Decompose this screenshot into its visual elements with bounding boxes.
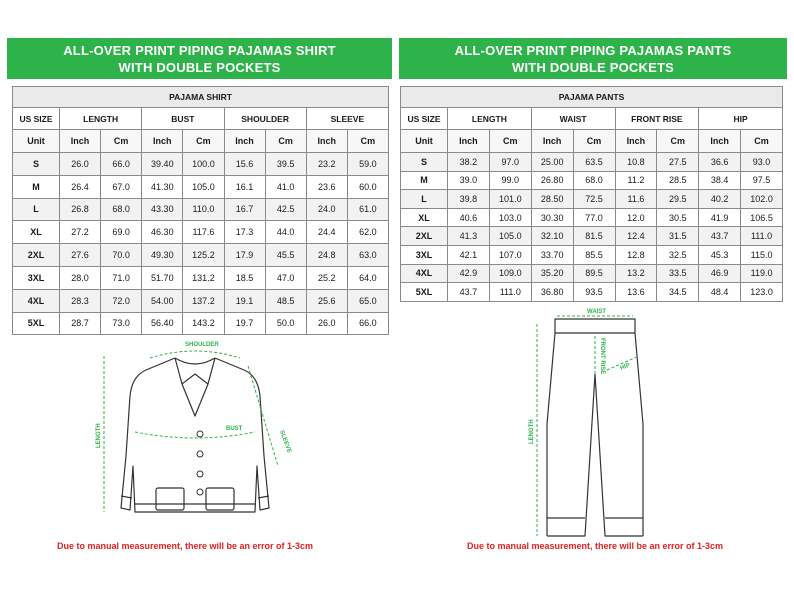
value-cell: 32.5	[657, 245, 699, 264]
value-cell: 131.2	[183, 266, 224, 289]
size-cell: M	[401, 171, 448, 190]
length-label: LENGTH	[96, 423, 102, 448]
shirt-unit-row	[13, 130, 389, 153]
value-cell: 100.0	[183, 153, 224, 176]
value-cell: 93.5	[573, 283, 615, 302]
shirt-diagram	[80, 336, 320, 536]
value-cell: 41.3	[448, 227, 490, 246]
value-cell: 23.6	[306, 175, 347, 198]
value-cell: 67.0	[101, 175, 142, 198]
value-cell: 64.0	[347, 266, 388, 289]
value-cell: 66.0	[347, 312, 388, 335]
value-cell: 17.3	[224, 221, 265, 244]
value-cell: 69.0	[101, 221, 142, 244]
value-cell: 43.7	[699, 227, 741, 246]
shirt-unit-label: Unit	[13, 130, 60, 153]
value-cell: 68.0	[101, 198, 142, 221]
value-cell: 16.1	[224, 175, 265, 198]
value-cell: 23.2	[306, 153, 347, 176]
shirt-banner-line2: WITH DOUBLE POCKETS	[118, 59, 281, 75]
shirt-header-shoulder: SHOULDER	[224, 108, 306, 130]
value-cell: 77.0	[573, 208, 615, 227]
value-cell: 18.5	[224, 266, 265, 289]
value-cell: 12.8	[615, 245, 657, 264]
size-cell: 2XL	[401, 227, 448, 246]
shirt-pocket-right	[206, 488, 234, 510]
bust-label: BUST	[226, 426, 243, 432]
value-cell: 60.0	[347, 175, 388, 198]
value-cell: 65.0	[347, 289, 388, 312]
shirt-header-sleeve: SLEEVE	[306, 108, 388, 130]
value-cell: 36.80	[531, 283, 573, 302]
unit-cell: Cm	[573, 130, 615, 153]
size-cell: L	[13, 198, 60, 221]
size-cell: M	[13, 175, 60, 198]
value-cell: 106.5	[741, 208, 783, 227]
unit-cell: Inch	[531, 130, 573, 153]
value-cell: 68.0	[573, 171, 615, 190]
pants-table-body	[401, 153, 783, 302]
shirt-header-bust: BUST	[142, 108, 224, 130]
size-cell: L	[401, 190, 448, 209]
shoulder-label: SHOULDER	[185, 342, 219, 348]
shirt-table-title: PAJAMA SHIRT	[13, 87, 389, 108]
size-cell: 5XL	[13, 312, 60, 335]
value-cell: 50.0	[265, 312, 306, 335]
table-row	[401, 264, 783, 283]
value-cell: 105.0	[489, 227, 531, 246]
value-cell: 137.2	[183, 289, 224, 312]
value-cell: 143.2	[183, 312, 224, 335]
value-cell: 56.40	[142, 312, 183, 335]
value-cell: 26.80	[531, 171, 573, 190]
value-cell: 85.5	[573, 245, 615, 264]
value-cell: 25.00	[531, 153, 573, 172]
size-cell: S	[13, 153, 60, 176]
unit-cell: Cm	[741, 130, 783, 153]
shirt-banner-line1: ALL-OVER PRINT PIPING PAJAMAS SHIRT	[63, 42, 336, 58]
table-row	[13, 266, 389, 289]
value-cell: 44.0	[265, 221, 306, 244]
value-cell: 73.0	[101, 312, 142, 335]
pants-waistband	[555, 319, 635, 333]
value-cell: 123.0	[741, 283, 783, 302]
hip-label: HIP	[619, 362, 632, 372]
value-cell: 39.40	[142, 153, 183, 176]
value-cell: 38.2	[448, 153, 490, 172]
table-row	[401, 245, 783, 264]
value-cell: 119.0	[741, 264, 783, 283]
value-cell: 103.0	[489, 208, 531, 227]
value-cell: 111.0	[741, 227, 783, 246]
value-cell: 72.5	[573, 190, 615, 209]
value-cell: 61.0	[347, 198, 388, 221]
shirt-size-table	[12, 86, 389, 335]
value-cell: 24.4	[306, 221, 347, 244]
value-cell: 29.5	[657, 190, 699, 209]
value-cell: 99.0	[489, 171, 531, 190]
unit-cell: Inch	[699, 130, 741, 153]
value-cell: 54.00	[142, 289, 183, 312]
value-cell: 111.0	[489, 283, 531, 302]
value-cell: 46.30	[142, 221, 183, 244]
sleeve-guide	[248, 366, 278, 466]
front-rise-label: FRONT RISE	[599, 338, 605, 375]
pants-header-hip: HIP	[699, 108, 783, 130]
value-cell: 42.5	[265, 198, 306, 221]
value-cell: 41.30	[142, 175, 183, 198]
value-cell: 40.6	[448, 208, 490, 227]
value-cell: 33.70	[531, 245, 573, 264]
value-cell: 72.0	[101, 289, 142, 312]
value-cell: 16.7	[224, 198, 265, 221]
unit-cell: Cm	[101, 130, 142, 153]
value-cell: 26.0	[60, 153, 101, 176]
table-row	[13, 198, 389, 221]
value-cell: 46.9	[699, 264, 741, 283]
value-cell: 66.0	[101, 153, 142, 176]
size-cell: XL	[401, 208, 448, 227]
value-cell: 35.20	[531, 264, 573, 283]
value-cell: 33.5	[657, 264, 699, 283]
value-cell: 12.0	[615, 208, 657, 227]
value-cell: 51.70	[142, 266, 183, 289]
value-cell: 38.4	[699, 171, 741, 190]
table-row	[13, 312, 389, 335]
table-row	[13, 244, 389, 267]
shirt-button	[197, 489, 203, 495]
value-cell: 47.0	[265, 266, 306, 289]
value-cell: 13.2	[615, 264, 657, 283]
value-cell: 115.0	[741, 245, 783, 264]
shirt-banner	[7, 38, 392, 79]
table-row	[401, 190, 783, 209]
value-cell: 17.9	[224, 244, 265, 267]
value-cell: 102.0	[741, 190, 783, 209]
unit-cell: Inch	[224, 130, 265, 153]
pants-table-title: PAJAMA PANTS	[401, 87, 783, 108]
table-row	[401, 283, 783, 302]
table-row	[401, 208, 783, 227]
table-row	[401, 153, 783, 172]
shirt-collar	[175, 358, 215, 416]
unit-cell: Cm	[657, 130, 699, 153]
value-cell: 11.6	[615, 190, 657, 209]
size-cell: 4XL	[13, 289, 60, 312]
pants-banner	[399, 38, 787, 79]
value-cell: 62.0	[347, 221, 388, 244]
value-cell: 12.4	[615, 227, 657, 246]
shirt-pocket-left	[156, 488, 184, 510]
value-cell: 10.8	[615, 153, 657, 172]
value-cell: 15.6	[224, 153, 265, 176]
value-cell: 41.0	[265, 175, 306, 198]
pants-size-table	[400, 86, 783, 302]
pants-banner-line2: WITH DOUBLE POCKETS	[512, 59, 674, 75]
shirt-measurement-note: Due to manual measurement, there will be an error of 1-3cm	[56, 541, 314, 551]
value-cell: 32.10	[531, 227, 573, 246]
value-cell: 11.2	[615, 171, 657, 190]
value-cell: 34.5	[657, 283, 699, 302]
value-cell: 30.30	[531, 208, 573, 227]
value-cell: 19.7	[224, 312, 265, 335]
size-cell: 2XL	[13, 244, 60, 267]
value-cell: 26.4	[60, 175, 101, 198]
table-row	[13, 153, 389, 176]
size-cell: S	[401, 153, 448, 172]
value-cell: 31.5	[657, 227, 699, 246]
unit-cell: Inch	[448, 130, 490, 153]
value-cell: 28.7	[60, 312, 101, 335]
value-cell: 125.2	[183, 244, 224, 267]
value-cell: 63.5	[573, 153, 615, 172]
value-cell: 40.2	[699, 190, 741, 209]
value-cell: 97.5	[741, 171, 783, 190]
value-cell: 30.5	[657, 208, 699, 227]
value-cell: 24.0	[306, 198, 347, 221]
value-cell: 45.5	[265, 244, 306, 267]
pants-diagram	[525, 304, 665, 536]
value-cell: 39.0	[448, 171, 490, 190]
value-cell: 89.5	[573, 264, 615, 283]
value-cell: 109.0	[489, 264, 531, 283]
value-cell: 81.5	[573, 227, 615, 246]
shirt-button	[197, 431, 203, 437]
value-cell: 105.0	[183, 175, 224, 198]
value-cell: 43.30	[142, 198, 183, 221]
shoulder-guide	[150, 351, 240, 358]
value-cell: 25.6	[306, 289, 347, 312]
unit-cell: Inch	[306, 130, 347, 153]
value-cell: 93.0	[741, 153, 783, 172]
size-cell: XL	[13, 221, 60, 244]
table-row	[13, 221, 389, 244]
value-cell: 39.8	[448, 190, 490, 209]
unit-cell: Inch	[615, 130, 657, 153]
value-cell: 28.3	[60, 289, 101, 312]
pants-unit-row	[401, 130, 783, 153]
value-cell: 110.0	[183, 198, 224, 221]
value-cell: 25.2	[306, 266, 347, 289]
value-cell: 27.5	[657, 153, 699, 172]
value-cell: 24.8	[306, 244, 347, 267]
table-row	[401, 171, 783, 190]
value-cell: 48.5	[265, 289, 306, 312]
shirt-table-body	[13, 153, 389, 335]
value-cell: 28.5	[657, 171, 699, 190]
value-cell: 27.2	[60, 221, 101, 244]
shirt-header-length: LENGTH	[60, 108, 142, 130]
shirt-header-size: US SIZE	[13, 108, 60, 130]
shirt-button	[197, 471, 203, 477]
table-row	[13, 175, 389, 198]
unit-cell: Cm	[489, 130, 531, 153]
waist-label: WAIST	[587, 309, 606, 315]
unit-cell: Cm	[265, 130, 306, 153]
value-cell: 13.6	[615, 283, 657, 302]
value-cell: 45.3	[699, 245, 741, 264]
value-cell: 41.9	[699, 208, 741, 227]
pants-length-label: LENGTH	[529, 419, 535, 444]
sleeve-label: SLEEVE	[278, 429, 292, 454]
pants-header-front-rise: FRONT RISE	[615, 108, 699, 130]
size-cell: 3XL	[401, 245, 448, 264]
pants-header-size: US SIZE	[401, 108, 448, 130]
value-cell: 28.0	[60, 266, 101, 289]
table-row	[401, 227, 783, 246]
pants-header-waist: WAIST	[531, 108, 615, 130]
value-cell: 71.0	[101, 266, 142, 289]
pants-unit-label: Unit	[401, 130, 448, 153]
value-cell: 19.1	[224, 289, 265, 312]
size-cell: 3XL	[13, 266, 60, 289]
value-cell: 42.9	[448, 264, 490, 283]
value-cell: 97.0	[489, 153, 531, 172]
bust-guide	[135, 432, 255, 438]
pants-header-length: LENGTH	[448, 108, 532, 130]
value-cell: 36.6	[699, 153, 741, 172]
value-cell: 107.0	[489, 245, 531, 264]
value-cell: 59.0	[347, 153, 388, 176]
value-cell: 39.5	[265, 153, 306, 176]
value-cell: 26.8	[60, 198, 101, 221]
shirt-outline	[121, 358, 269, 512]
value-cell: 49.30	[142, 244, 183, 267]
pants-measurement-note: Due to manual measurement, there will be an error of 1-3cm	[466, 541, 724, 551]
unit-cell: Inch	[60, 130, 101, 153]
value-cell: 28.50	[531, 190, 573, 209]
value-cell: 48.4	[699, 283, 741, 302]
value-cell: 26.0	[306, 312, 347, 335]
value-cell: 63.0	[347, 244, 388, 267]
pants-banner-line1: ALL-OVER PRINT PIPING PAJAMAS PANTS	[454, 42, 732, 58]
value-cell: 42.1	[448, 245, 490, 264]
size-cell: 5XL	[401, 283, 448, 302]
unit-cell: Cm	[183, 130, 224, 153]
value-cell: 70.0	[101, 244, 142, 267]
value-cell: 101.0	[489, 190, 531, 209]
unit-cell: Cm	[347, 130, 388, 153]
value-cell: 27.6	[60, 244, 101, 267]
value-cell: 117.6	[183, 221, 224, 244]
shirt-button	[197, 451, 203, 457]
value-cell: 43.7	[448, 283, 490, 302]
size-cell: 4XL	[401, 264, 448, 283]
unit-cell: Inch	[142, 130, 183, 153]
table-row	[13, 289, 389, 312]
